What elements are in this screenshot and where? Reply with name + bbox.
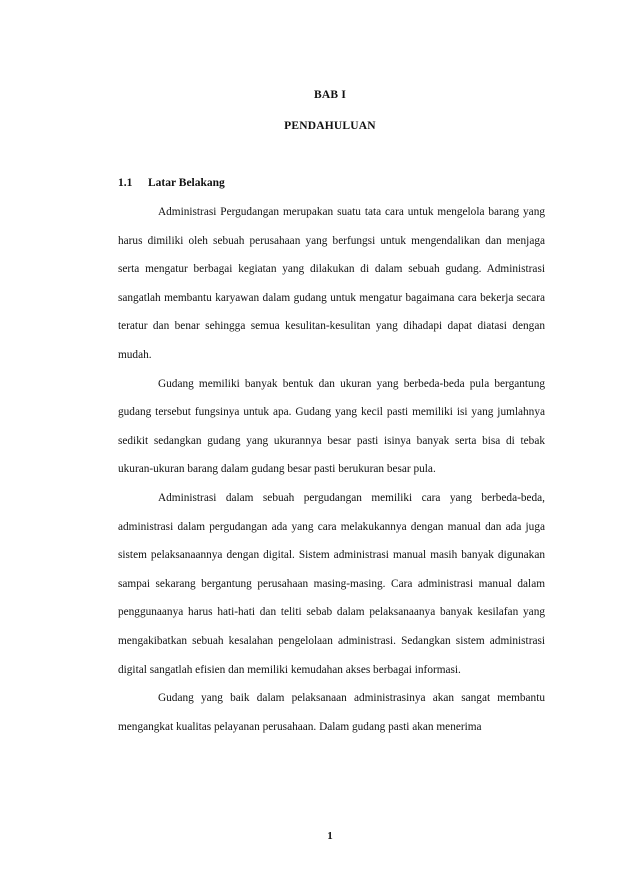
section-number: 1.1 <box>118 177 133 189</box>
chapter-label: BAB I <box>314 89 346 101</box>
body-text <box>118 198 545 741</box>
paragraph: Administrasi Pergudangan merupakan suatu tata cara untuk mengelola barang yang harus dimiliki oleh sebuah perusahaan yang berfungsi untuk mengendalikan dan menjaga serta mengatur berbagai kegiatan yang dilakukan di dalam sebuah gudang. Administrasi sangatlah membantu karyawan dalam gudang untuk mengatur bagaimana cara bekerja secara teratur dan benar sehingga semua kesulitan-kesulitan yang dihadapi dapat diatasi dengan mudah. <box>118 206 545 361</box>
page-number: 1 <box>327 830 333 842</box>
chapter-title: PENDAHULUAN <box>284 120 376 132</box>
section-heading <box>118 177 225 189</box>
paragraph: Administrasi dalam sebuah pergudangan memiliki cara yang berbeda-beda, administrasi dalam pergudangan ada yang cara melakukannya dengan manual dan ada juga sistem pelaksanaannya dengan digital. Sistem administrasi manual masih banyak digunakan sampai sekarang bergantung perusahaan masing-masing. Cara administrasi manual dalam penggunaanya harus hati-hati dan teliti sebab dalam pelaksanaanya banyak kesilafan yang mengakibatkan sebuah kesalahan pengelolaan administrasi. Sedangkan sistem administrasi digital sangatlah efisien dan memiliki kemudahan akses berbagai informasi. <box>118 491 545 676</box>
paragraph: Gudang yang baik dalam pelaksanaan administrasinya akan sangat membantu mengangkat kualitas pelayanan perusahaan. Dalam gudang pasti akan menerima <box>118 692 545 733</box>
paragraph: Gudang memiliki banyak bentuk dan ukuran yang berbeda-beda pula bergantung gudang tersebut fungsinya untuk apa. Gudang yang kecil pasti memiliki isi yang jumlahnya sedikit sedangkan gudang yang ukurannya besar pasti isinya banyak serta bisa di tebak ukuran-ukuran barang dalam gudang besar pasti berukuran besar pula. <box>118 377 545 476</box>
section-title: Latar Belakang <box>148 177 225 189</box>
